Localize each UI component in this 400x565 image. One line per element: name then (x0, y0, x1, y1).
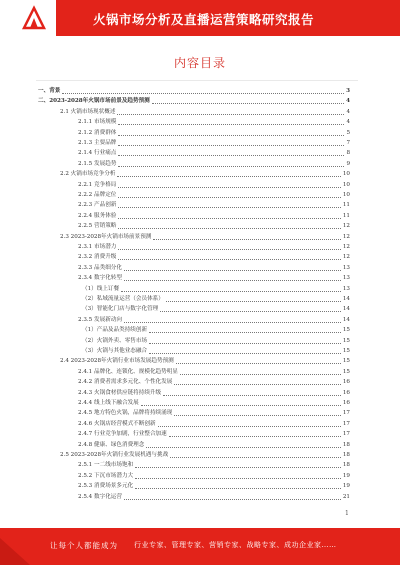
toc-leader-dots (135, 467, 341, 468)
toc-entry-page: 12 (342, 233, 350, 240)
toc-entry[interactable] (78, 263, 350, 274)
toc-leader-dots (153, 239, 340, 240)
toc-leader-dots (118, 155, 344, 156)
toc-leader-dots (117, 114, 344, 115)
toc-entry-label: （3）智能化门店与数字化管理 (82, 306, 159, 313)
toc-leader-dots (149, 343, 341, 344)
toc-entry[interactable] (82, 336, 350, 347)
toc-entry-label: 2.4.2 消费者需求多元化、个性化发展 (78, 379, 173, 386)
toc-entry-label: 2.5.4 数字化运营 (78, 493, 122, 500)
toc-entry-label: （2）火锅外卖、零售市场 (82, 337, 148, 344)
toc-entry[interactable] (78, 242, 350, 253)
toc-entry-page: 12 (342, 254, 350, 261)
toc-leader-dots (118, 197, 340, 198)
toc-entry-label: 2.4 2023-2028年火锅行业市场发展趋势预测 (60, 358, 174, 365)
toc-entry[interactable] (82, 304, 350, 315)
toc-entry-label: 2.3.1 市场潜力 (78, 244, 117, 250)
toc-entry[interactable] (60, 356, 350, 367)
toc-leader-dots (118, 218, 340, 219)
toc-entry-page: 4 (346, 98, 350, 105)
toc-entry-page: 18 (342, 452, 350, 458)
toc-leader-dots (118, 124, 344, 125)
toc-entry-page: 14 (342, 296, 350, 302)
toc-entry[interactable] (78, 419, 350, 430)
toc-entry-page: 15 (342, 358, 350, 365)
toc-entry-label: （2）私域流量运营（会员体系） (82, 296, 164, 302)
toc-entry-page: 5 (346, 129, 350, 136)
toc-entry-label: 2.4.8 健康、绿色消费理念 (78, 441, 145, 448)
toc-leader-dots (62, 93, 344, 94)
toc-leader-dots (118, 207, 340, 208)
toc-leader-dots (170, 457, 341, 458)
toc-entry-page: 4 (346, 108, 350, 115)
toc-leader-dots (141, 405, 341, 406)
toc-entry-label: （1）线上订餐 (82, 285, 120, 292)
toc-entry[interactable] (78, 190, 350, 201)
toc-leader-dots (124, 322, 341, 323)
toc-entry-label: 2.1.1 市场规模 (78, 119, 117, 126)
toc-entry-page: 18 (342, 441, 350, 448)
toc-entry[interactable] (78, 180, 350, 191)
toc-entry[interactable] (60, 232, 350, 243)
brand-logo-icon (20, 4, 48, 32)
toc-entry[interactable] (78, 492, 350, 503)
toc-entry-label: 2.3.5 发展新动向 (78, 316, 122, 323)
toc-entry-page: 7 (346, 140, 350, 146)
toc-entry-page: 10 (342, 192, 350, 198)
toc-leader-dots (169, 436, 341, 437)
toc-leader-dots (160, 311, 341, 312)
toc-entry-label: （3）火锅与其他业态融合 (82, 348, 148, 354)
toc-leader-dots (158, 426, 341, 427)
toc-entry-page: 17 (342, 420, 350, 427)
toc-leader-dots (118, 145, 344, 146)
toc-entry-label: 2.2.3 产品创新 (78, 202, 117, 209)
toc-entry-label: 2.3.4 数字化转型 (78, 275, 122, 282)
toc-divider (36, 80, 358, 81)
toc-entry-label: 2.5.1 一二线市场饱和 (78, 462, 134, 469)
toc-entry-page: 15 (342, 348, 350, 354)
toc-leader-dots (124, 280, 341, 281)
toc-entry-page: 18 (342, 462, 350, 469)
toc-entry[interactable] (82, 346, 350, 357)
toc-entry-page: 11 (342, 202, 350, 209)
toc-entry[interactable] (82, 284, 350, 295)
toc-entry-label: 2.3.3 品类细分化 (78, 264, 122, 271)
document-title: 火锅市场分析及直播运营策略研究报告 (93, 12, 315, 27)
toc-entry-label: 2.4.4 线上线下融合发展 (78, 400, 139, 406)
toc-entry-page: 15 (342, 368, 350, 375)
toc-entry-page: 16 (342, 379, 350, 386)
toc-entry-label: 2.1.3 主要品牌 (78, 140, 117, 146)
toc-entry[interactable] (78, 471, 350, 482)
toc-leader-dots (135, 478, 341, 479)
toc-entry-label: 一、背景 (38, 88, 61, 94)
toc-entry-label: （1）产品及品类持续创新 (82, 327, 148, 334)
toc-heading: 内容目录 (173, 56, 226, 70)
toc-entry[interactable] (78, 148, 350, 159)
page-footer (0, 528, 400, 565)
toc-leader-dots (118, 135, 344, 136)
toc-entry-page: 17 (342, 410, 350, 417)
toc-entry-label: 2.1.5 发展趋势 (78, 160, 117, 167)
toc-entry[interactable] (60, 450, 350, 461)
toc-leader-dots (149, 353, 341, 354)
toc-entry-page: 3 (346, 88, 350, 94)
toc-leader-dots (124, 270, 341, 271)
toc-entry-label: 2.4.6 火锅店经营模式不断创新 (78, 420, 156, 427)
toc-entry-page: 21 (342, 493, 350, 500)
toc-entry[interactable] (78, 211, 350, 222)
toc-leader-dots (174, 384, 341, 385)
page-header (0, 0, 400, 36)
toc-leader-dots (118, 166, 344, 167)
toc-entry[interactable] (78, 377, 350, 388)
toc-entry[interactable] (78, 367, 350, 378)
toc-entry-label: 2.2.1 竞争格局 (78, 181, 117, 188)
toc-entry-page: 10 (342, 171, 350, 178)
toc-entry-page: 14 (342, 306, 350, 313)
toc-entry[interactable] (60, 107, 350, 118)
toc-entry-page: 14 (342, 316, 350, 323)
toc-entry-label: 2.4.3 火锅食材供应链将持续升级 (78, 389, 162, 396)
toc-entry[interactable] (78, 440, 350, 451)
toc-entry-label: 2.5.3 消费场景多元化 (78, 483, 134, 490)
page-number: 1 (345, 510, 349, 517)
toc-entry-label: 2.2.5 营销策略 (78, 223, 117, 230)
toc-leader-dots (124, 499, 341, 500)
toc-leader-dots (118, 187, 340, 188)
toc-entry-page: 8 (346, 150, 350, 157)
toc-entry-page: 9 (346, 160, 350, 167)
toc-entry-page: 13 (342, 285, 350, 292)
toc-entry[interactable] (78, 398, 350, 409)
toc-leader-dots (135, 488, 341, 489)
toc-entry-page: 10 (342, 181, 350, 188)
toc-leader-dots (146, 447, 341, 448)
toc-entry[interactable] (78, 388, 350, 399)
toc-entry-page: 19 (342, 472, 350, 479)
toc-entry-label: 2.3 2023-2028年火锅市场前景预测 (60, 233, 152, 240)
toc-entry-page: 17 (342, 431, 350, 438)
toc-entry-label: 2.3.2 消费升级 (78, 254, 117, 261)
toc-entry[interactable] (78, 429, 350, 440)
toc-entry[interactable] (78, 200, 350, 211)
toc-leader-dots (118, 259, 340, 260)
toc-entry[interactable] (78, 128, 350, 139)
toc-entry-page: 4 (346, 119, 350, 126)
toc-entry[interactable] (82, 294, 350, 305)
toc-entry[interactable] (78, 408, 350, 419)
toc-leader-dots (176, 363, 341, 364)
toc-entry[interactable] (78, 315, 350, 326)
toc-leader-dots (117, 176, 340, 177)
toc-entry[interactable] (78, 117, 350, 128)
toc-entry-label: 2.5.2 下沉市场潜力大 (78, 472, 134, 479)
toc-entry-label: 2.2 火锅市场竞争分析 (60, 171, 116, 178)
toc-leader-dots (180, 374, 341, 375)
toc-entry[interactable] (78, 273, 350, 284)
toc-entry-label: 2.2.2 品牌定位 (78, 192, 117, 198)
toc-entry-page: 13 (342, 264, 350, 271)
footer-decoration-icon (0, 528, 40, 565)
toc-entry-page: 15 (342, 327, 350, 334)
toc-entry-page: 13 (342, 275, 350, 282)
toc-entry-page: 11 (342, 212, 350, 219)
toc-entry[interactable] (78, 138, 350, 149)
toc-entry-label: 2.4.7 行业竞争加剧，行业整合加速 (78, 431, 167, 438)
toc-entry[interactable] (78, 460, 350, 471)
toc-entry[interactable] (78, 481, 350, 492)
footer-slogan-right: 行业专家、管理专家、营销专家、战略专家、成功企业家…… (134, 541, 337, 549)
toc-leader-dots (121, 291, 341, 292)
toc-entry[interactable] (60, 169, 350, 180)
toc-leader-dots (118, 249, 340, 250)
toc-entry-page: 16 (342, 389, 350, 396)
toc-entry-label: 2.5 2023-2028年火锅行业发展机遇与挑战 (60, 452, 169, 458)
toc-entry[interactable] (82, 325, 350, 336)
toc-entry-page: 15 (342, 337, 350, 344)
toc-entry-label: 2.4.5 地方特色火锅，品牌将持续涌现 (78, 410, 173, 417)
toc-entry-page: 16 (342, 400, 350, 406)
toc-entry-page: 12 (342, 223, 350, 230)
toc-entry[interactable] (38, 86, 350, 97)
toc-entry-label: 2.2.4 服务体验 (78, 212, 117, 219)
toc-leader-dots (166, 301, 341, 302)
toc-entry-label: 2.1.2 消费群体 (78, 129, 117, 136)
toc-entry-label: 2.1 火锅市场现状概述 (60, 108, 116, 115)
toc-leader-dots (152, 103, 344, 104)
toc-entry[interactable] (78, 252, 350, 263)
toc-entry-page: 12 (342, 244, 350, 250)
toc-leader-dots (174, 415, 341, 416)
toc-entry[interactable] (38, 96, 350, 107)
toc-leader-dots (149, 332, 341, 333)
toc-leader-dots (163, 395, 341, 396)
toc-leader-dots (118, 228, 340, 229)
toc-entry[interactable] (78, 221, 350, 232)
toc-entry[interactable] (78, 159, 350, 170)
toc-entry-label: 2.1.4 行业痛点 (78, 150, 117, 157)
toc-entry-label: 2.4.1 品牌化、连锁化、规模化趋势明显 (78, 368, 178, 375)
toc-entry-page: 19 (342, 483, 350, 490)
toc-entry-label: 二、2023-2028年火锅市场前景及趋势预测 (38, 98, 150, 105)
footer-slogan-left: 让每个人都能成为 (50, 541, 118, 550)
